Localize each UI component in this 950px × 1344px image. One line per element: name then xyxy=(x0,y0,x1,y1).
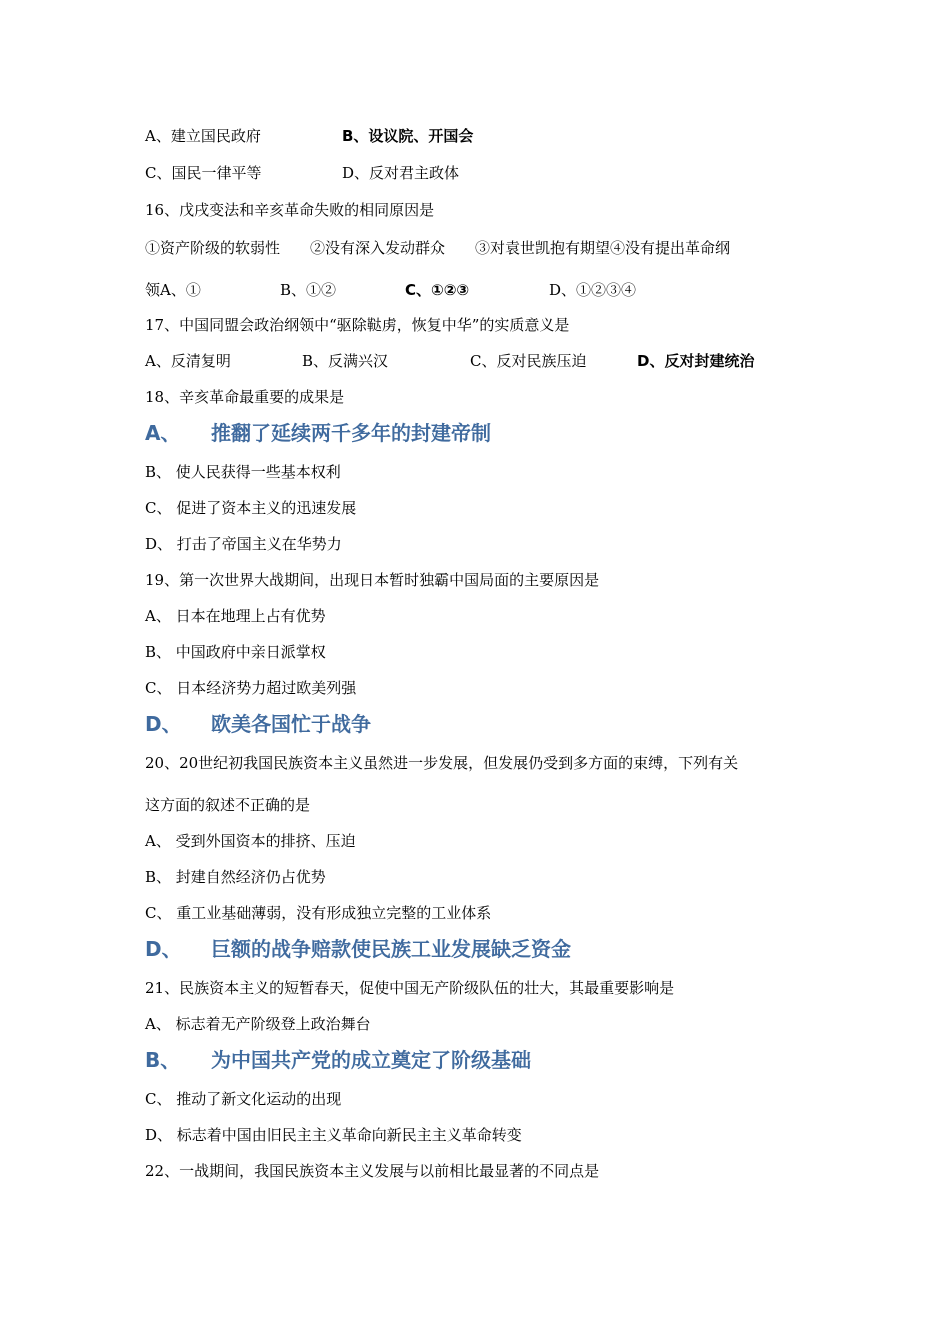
q19-option-d-text: 欧美各国忙于战争 xyxy=(211,712,371,736)
q18-option-a xyxy=(145,420,491,446)
q18-option-a-text: 推翻了延续两千多年的封建帝制 xyxy=(211,421,491,445)
q18-option-a-letter: A、 xyxy=(145,421,181,445)
q20-option-d xyxy=(145,936,571,962)
q16-option-a: 领A、① xyxy=(145,281,201,299)
q20-option-c: C、 重工业基础薄弱，没有形成独立完整的工业体系 xyxy=(145,904,492,922)
q21-option-b-letter: B、 xyxy=(145,1048,181,1072)
q19-option-d xyxy=(145,711,371,737)
q19-option-d-letter: D、 xyxy=(145,712,182,736)
q16-stem: 16、戊戌变法和辛亥革命失败的相同原因是 xyxy=(145,201,435,219)
q15-option-c: C、国民一律平等 xyxy=(145,164,262,182)
q17-stem: 17、中国同盟会政治纲领中“驱除鞑虏，恢复中华”的实质意义是 xyxy=(145,316,570,334)
q18-option-d: D、 打击了帝国主义在华势力 xyxy=(145,535,342,553)
q21-stem: 21、民族资本主义的短暂春天，促使中国无产阶级队伍的壮大，其最重要影响是 xyxy=(145,979,675,997)
q21-option-c: C、 推动了新文化运动的出现 xyxy=(145,1090,342,1108)
q17-option-c: C、反对民族压迫 xyxy=(470,352,587,370)
q20-stem-line2: 这方面的叙述不正确的是 xyxy=(145,796,311,814)
q20-option-d-text: 巨额的战争赔款使民族工业发展缺乏资金 xyxy=(211,937,571,961)
q19-option-b: B、 中国政府中亲日派掌权 xyxy=(145,643,326,661)
q21-option-b xyxy=(145,1047,531,1073)
q17-option-d: D、反对封建统治 xyxy=(637,352,755,370)
q17-option-a: A、反清复明 xyxy=(145,352,231,370)
q15-option-a: A、建立国民政府 xyxy=(145,127,261,145)
q20-option-d-letter: D、 xyxy=(145,937,182,961)
q15-option-b: B、设议院、开国会 xyxy=(342,127,474,145)
q19-option-a: A、 日本在地理上占有优势 xyxy=(145,607,326,625)
q18-stem: 18、辛亥革命最重要的成果是 xyxy=(145,388,345,406)
q19-stem: 19、第一次世界大战期间，出现日本暂时独霸中国局面的主要原因是 xyxy=(145,571,600,589)
q21-option-b-text: 为中国共产党的成立奠定了阶级基础 xyxy=(211,1048,531,1072)
q20-stem-line1: 20、20世纪初我国民族资本主义虽然进一步发展，但发展仍受到多方面的束缚，下列有关 xyxy=(145,754,739,772)
q17-option-b: B、反满兴汉 xyxy=(302,352,389,370)
q21-option-a: A、 标志着无产阶级登上政治舞台 xyxy=(145,1015,371,1033)
q16-option-d: D、①②③④ xyxy=(549,281,637,299)
q22-stem: 22、一战期间，我国民族资本主义发展与以前相比最显著的不同点是 xyxy=(145,1162,600,1180)
q15-option-d: D、反对君主政体 xyxy=(342,164,460,182)
q20-option-a: A、 受到外国资本的排挤、压迫 xyxy=(145,832,356,850)
q21-option-d: D、 标志着中国由旧民主主义革命向新民主主义革命转变 xyxy=(145,1126,522,1144)
q18-option-c: C、 促进了资本主义的迅速发展 xyxy=(145,499,357,517)
q16-option-b: B、①② xyxy=(280,281,337,299)
q20-option-b: B、 封建自然经济仍占优势 xyxy=(145,868,326,886)
q18-option-b: B、 使人民获得一些基本权利 xyxy=(145,463,341,481)
q19-option-c: C、 日本经济势力超过欧美列强 xyxy=(145,679,357,697)
q16-items: ①资产阶级的软弱性 ②没有深入发动群众 ③对袁世凯抱有期望④没有提出革命纲 xyxy=(145,239,731,257)
q16-option-c: C、①②③ xyxy=(405,281,470,299)
